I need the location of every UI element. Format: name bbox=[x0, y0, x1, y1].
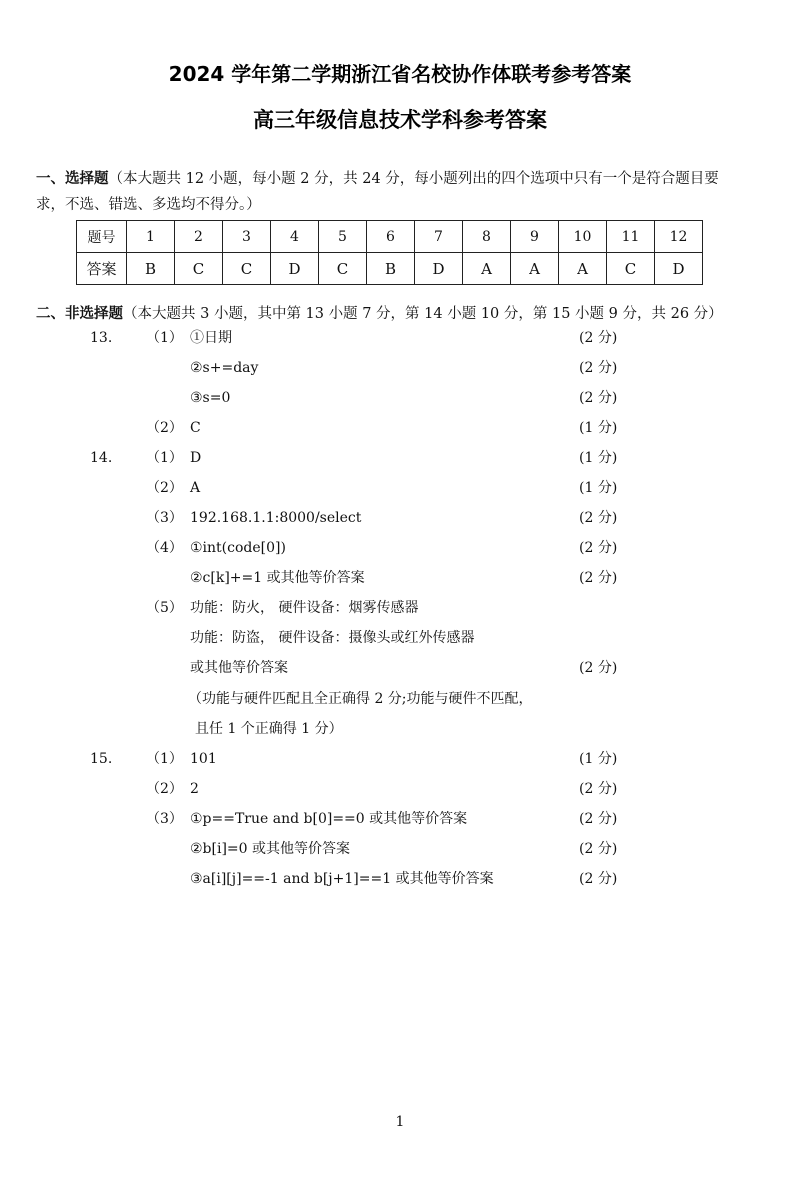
answer-cell: B bbox=[367, 253, 415, 285]
answer-line bbox=[0, 657, 800, 679]
answer-text: 功能：防火， 硬件设备：烟雾传感器 bbox=[190, 600, 419, 616]
question-number-cell: 9 bbox=[511, 221, 559, 253]
question-number: 14. bbox=[90, 450, 113, 466]
question-number-cell: 5 bbox=[319, 221, 367, 253]
answer-line bbox=[0, 507, 800, 529]
answer-cell: A bbox=[463, 253, 511, 285]
answer-line bbox=[0, 808, 800, 830]
score: (2 分) bbox=[579, 360, 618, 376]
answer-text: 功能：防盗， 硬件设备：摄像头或红外传感器 bbox=[190, 630, 475, 646]
part-number: （2） bbox=[146, 781, 183, 797]
answer-text: ①int(code[0]) bbox=[190, 540, 286, 556]
score: (2 分) bbox=[579, 390, 618, 406]
section-2-label: 二、非选择题 bbox=[36, 306, 123, 322]
score: (1 分) bbox=[579, 480, 618, 496]
score: (2 分) bbox=[579, 871, 618, 887]
answer-cell: B bbox=[127, 253, 175, 285]
answer-line bbox=[0, 567, 800, 589]
answer-text: ②s+=day bbox=[190, 360, 259, 376]
score: (1 分) bbox=[579, 420, 618, 436]
answer-text: ②b[i]=0 或其他等价答案 bbox=[190, 841, 351, 857]
question-number-cell: 6 bbox=[367, 221, 415, 253]
answer-cell: A bbox=[559, 253, 607, 285]
answer-text: 2 bbox=[190, 781, 199, 797]
scoring-note bbox=[0, 718, 800, 740]
score: (2 分) bbox=[579, 540, 618, 556]
part-number: （3） bbox=[146, 510, 183, 526]
question-number: 15. bbox=[90, 751, 113, 767]
part-number: （2） bbox=[146, 420, 183, 436]
answer-line bbox=[0, 387, 800, 409]
scoring-note bbox=[0, 688, 800, 710]
section-1-label: 一、选择题 bbox=[36, 171, 109, 187]
answer-table bbox=[76, 220, 703, 285]
question-number-cell: 11 bbox=[607, 221, 655, 253]
part-number: （1） bbox=[146, 751, 183, 767]
question-number-cell: 10 bbox=[559, 221, 607, 253]
answer-cell: D bbox=[271, 253, 319, 285]
answer-line bbox=[0, 327, 800, 349]
section-1-description-cont: 求，不选、错选、多选均不得分。） bbox=[36, 197, 261, 213]
score: (1 分) bbox=[579, 751, 618, 767]
scoring-note-text: 且任 1 个正确得 1 分） bbox=[195, 721, 343, 737]
score: (2 分) bbox=[579, 781, 618, 797]
scoring-note-text: （功能与硬件匹配且全正确得 2 分;功能与硬件不匹配， bbox=[188, 691, 533, 707]
question-number: 13. bbox=[90, 330, 113, 346]
answer-line bbox=[0, 447, 800, 469]
part-number: （1） bbox=[146, 330, 183, 346]
answer-line bbox=[0, 597, 800, 619]
score: (2 分) bbox=[579, 330, 618, 346]
score: (2 分) bbox=[579, 660, 618, 676]
answer-text: ①p==True and b[0]==0 或其他等价答案 bbox=[190, 811, 468, 827]
answer-cell: C bbox=[607, 253, 655, 285]
answer-cell: C bbox=[175, 253, 223, 285]
answer-cell: C bbox=[319, 253, 367, 285]
document-title: 2024 学年第二学期浙江省名校协作体联考参考答案 bbox=[168, 62, 632, 86]
score: (2 分) bbox=[579, 570, 618, 586]
question-number-cell: 2 bbox=[175, 221, 223, 253]
question-number-cell: 12 bbox=[655, 221, 703, 253]
table-header-answer: 答案 bbox=[77, 253, 127, 285]
table-header-number: 题号 bbox=[77, 221, 127, 253]
question-number-cell: 4 bbox=[271, 221, 319, 253]
answer-line bbox=[0, 778, 800, 800]
answer-cell: D bbox=[655, 253, 703, 285]
answer-text: ③s=0 bbox=[190, 390, 231, 406]
answer-line bbox=[0, 357, 800, 379]
answer-text: ①日期 bbox=[190, 330, 232, 346]
answer-line bbox=[0, 537, 800, 559]
table-row-numbers bbox=[77, 221, 703, 253]
score: (2 分) bbox=[579, 811, 618, 827]
answer-line bbox=[0, 868, 800, 890]
part-number: （2） bbox=[146, 480, 183, 496]
question-number-cell: 7 bbox=[415, 221, 463, 253]
section-1-description: （本大题共 12 小题，每小题 2 分，共 24 分，每小题列出的四个选项中只有一个是符合题目要 bbox=[108, 171, 719, 187]
question-number-cell: 3 bbox=[223, 221, 271, 253]
question-number-cell: 8 bbox=[463, 221, 511, 253]
answer-text: ②c[k]+=1 或其他等价答案 bbox=[190, 570, 365, 586]
score: (1 分) bbox=[579, 450, 618, 466]
answer-text: D bbox=[190, 450, 202, 466]
answer-text: A bbox=[190, 480, 201, 496]
answer-text: 101 bbox=[190, 751, 217, 767]
answer-cell: D bbox=[415, 253, 463, 285]
answer-text: 或其他等价答案 bbox=[190, 660, 288, 676]
part-number: （5） bbox=[146, 600, 183, 616]
table-row-answers bbox=[77, 253, 703, 285]
score: (2 分) bbox=[579, 510, 618, 526]
part-number: （4） bbox=[146, 540, 183, 556]
section-2-description: （本大题共 3 小题，其中第 13 小题 7 分，第 14 小题 10 分，第 15 小题 9 分，共 26 分） bbox=[123, 306, 723, 322]
part-number: （1） bbox=[146, 450, 183, 466]
question-number-cell: 1 bbox=[127, 221, 175, 253]
answer-cell: A bbox=[511, 253, 559, 285]
answer-line bbox=[0, 838, 800, 860]
answer-line bbox=[0, 417, 800, 439]
answer-text: 192.168.1.1:8000/select bbox=[190, 510, 362, 526]
answer-line bbox=[0, 477, 800, 499]
section-2-heading bbox=[36, 301, 766, 327]
section-1-heading bbox=[36, 166, 766, 218]
score: (2 分) bbox=[579, 841, 618, 857]
document-subtitle: 高三年级信息技术学科参考答案 bbox=[253, 108, 547, 132]
answer-line bbox=[0, 748, 800, 770]
part-number: （3） bbox=[146, 811, 183, 827]
answer-text: ③a[i][j]==-1 and b[j+1]==1 或其他等价答案 bbox=[190, 871, 494, 887]
page-number: 1 bbox=[395, 1114, 405, 1130]
answer-line bbox=[0, 627, 800, 649]
answer-cell: C bbox=[223, 253, 271, 285]
answer-text: C bbox=[190, 420, 201, 436]
